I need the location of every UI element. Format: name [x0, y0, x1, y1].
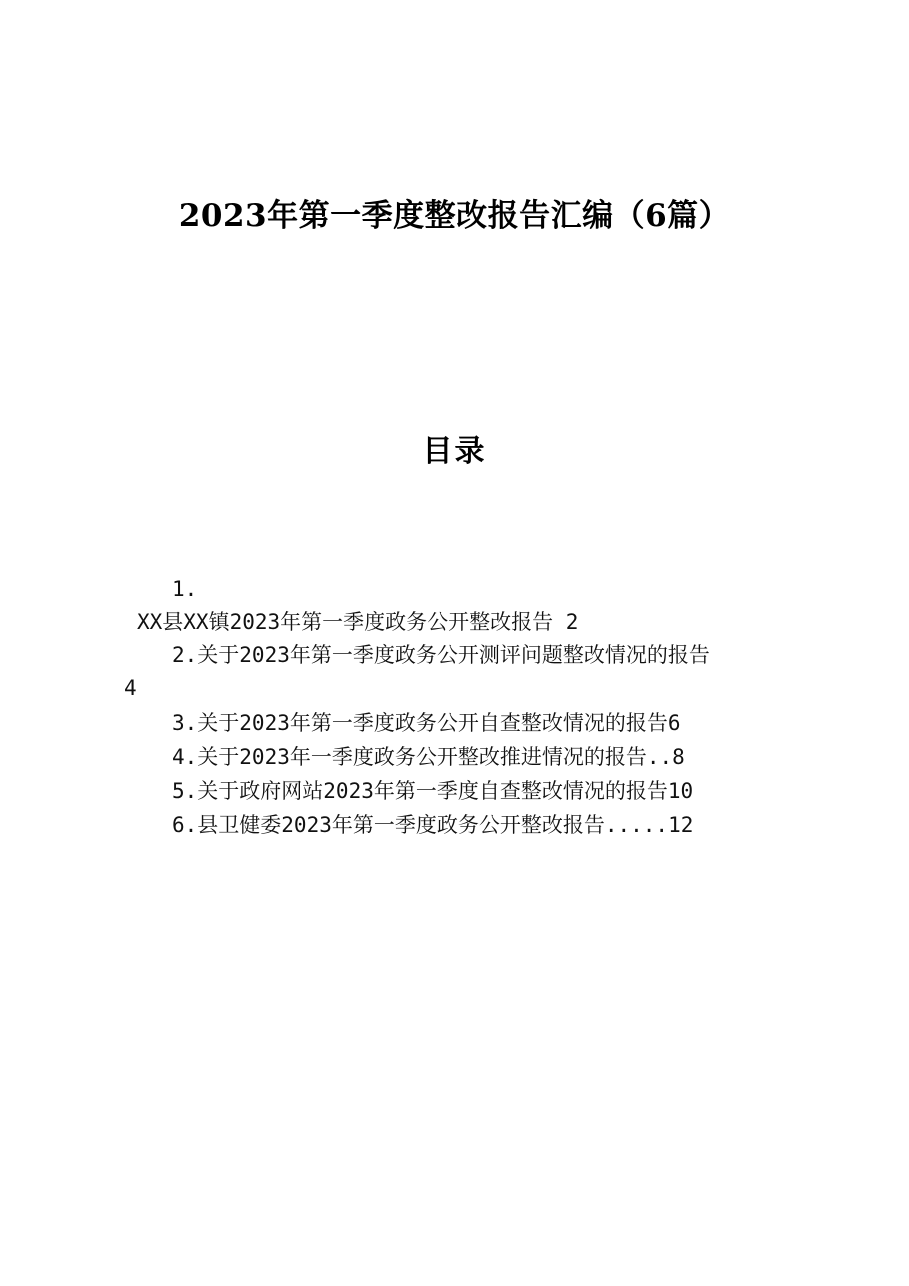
- toc-entry-5: 5.关于政府网站2023年第一季度自查整改情况的报告10: [172, 779, 694, 803]
- toc-entry-1-number: 1.: [172, 577, 198, 601]
- toc-entry-6: 6.县卫健委2023年第一季度政务公开整改报告.....12: [172, 813, 694, 837]
- toc-entry-2-page: 4: [124, 676, 137, 700]
- document-title: 2023年第一季度整改报告汇编（6篇）: [178, 198, 731, 234]
- toc-entry-2-text: 2.关于2023年第一季度政务公开测评问题整改情况的报告: [172, 643, 710, 667]
- toc-entry-3: 3.关于2023年第一季度政务公开自查整改情况的报告6: [172, 711, 681, 735]
- toc-entry-1-text: XX县XX镇2023年第一季度政务公开整改报告 2: [137, 610, 579, 634]
- toc-heading: 目录: [422, 434, 487, 469]
- toc-entry-4: 4.关于2023年一季度政务公开整改推进情况的报告..8: [172, 745, 685, 769]
